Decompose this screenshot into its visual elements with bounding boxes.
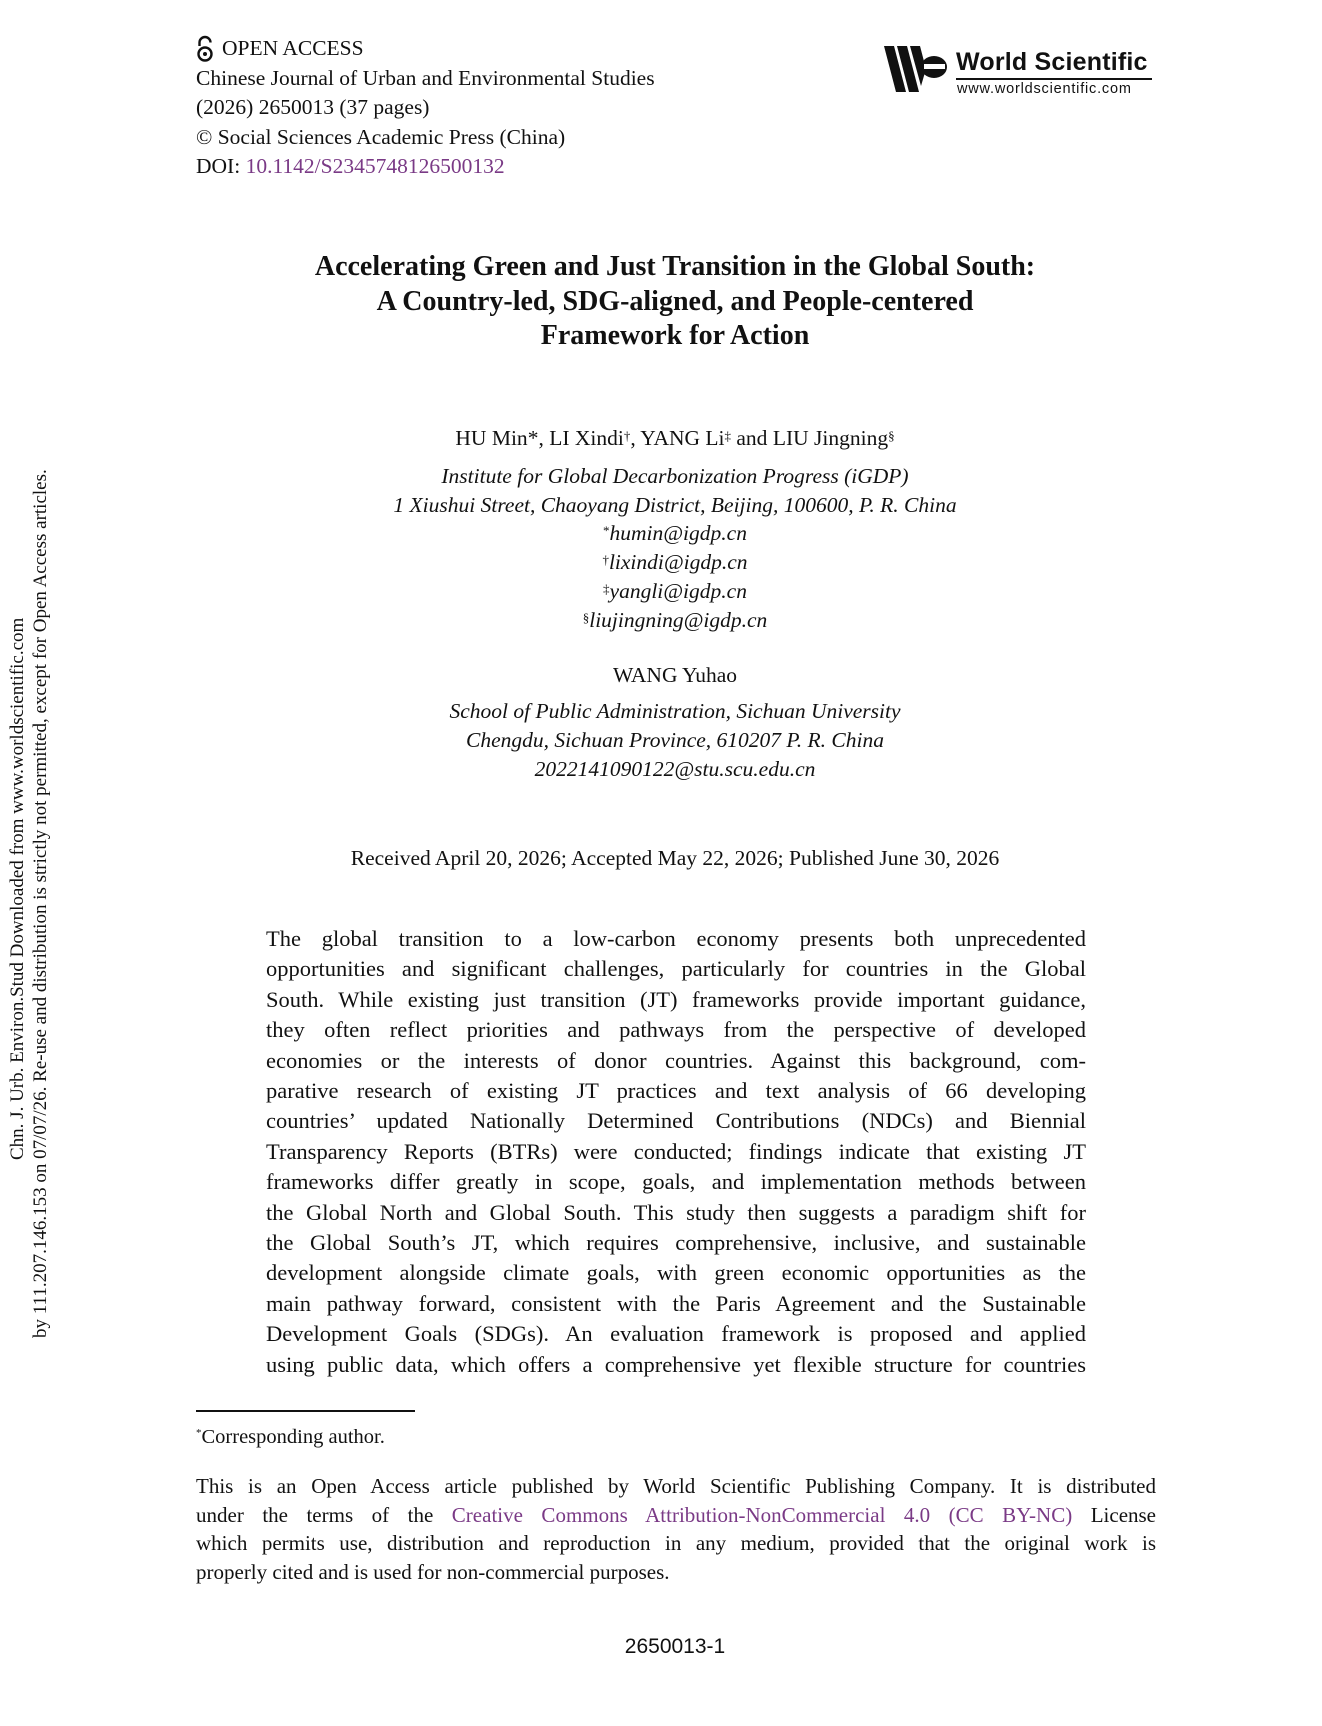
abstract-line: main pathway forward, consistent with the Paris Agreement and the Sustainable	[266, 1290, 1086, 1316]
publication-dates: Received April 20, 2026; Accepted May 22, 2026; Published June 30, 2026	[350, 846, 1000, 870]
copyright-line: © Social Sciences Academic Press (China)	[196, 124, 566, 149]
abstract-line: countries’ updated Nationally Determined Contributions (NDCs) and Biennial	[266, 1108, 1086, 1134]
footnote-text: Corresponding author.	[201, 1426, 385, 1448]
abstract-line: frameworks differ greatly in scope, goals, and implementation methods between	[266, 1169, 1086, 1195]
side-notice-line-2: by 111.207.146.153 on 07/07/26. Re-use and distribution is strictly not permitted, except for Open Access articles.	[30, 469, 51, 1338]
publisher-name: World Scientific	[956, 48, 1148, 76]
author-name: HU Min	[455, 426, 528, 450]
title-line-3: Framework for Action	[540, 320, 810, 351]
abstract-line: economies or the interests of donor countries. Against this background, com-	[266, 1047, 1086, 1073]
side-notice-line-1: Chn. J. Urb. Environ.Stud Downloaded from www.worldscientific.com	[7, 617, 28, 1160]
email-text: lixindi@igdp.cn	[608, 550, 748, 575]
footnote-mark: *	[196, 1427, 202, 1439]
email-mark: §	[582, 609, 590, 625]
logo-divider	[956, 78, 1152, 80]
author-email[interactable]	[240, 519, 1110, 548]
author-separator: ,	[630, 426, 641, 450]
author-mark: §	[888, 428, 895, 443]
author-mark: †	[623, 428, 631, 443]
publisher-logo[interactable]	[884, 42, 1154, 98]
license-line: This is an Open Access article published by World Scientific Publishing Company. It is distributed	[196, 1474, 1156, 1498]
title-line-2: A Country-led, SDG-aligned, and People-centered	[376, 285, 974, 317]
abstract-line: using public data, which offers a comprehensive yet flexible structure for countries	[266, 1351, 1086, 1377]
email-mark: †	[602, 552, 609, 568]
abstract	[266, 924, 1086, 1380]
abstract-line: Development Goals (SDGs). An evaluation framework is proposed and applied	[266, 1321, 1086, 1347]
license-line: which permits use, distribution and reproduction in any medium, provided that the original work is	[196, 1531, 1156, 1555]
license-link[interactable]: Creative Commons Attribution-NonCommercial 4.0 (CC BY-NC)	[451, 1502, 1073, 1527]
publisher-url: www.worldscientific.com	[957, 81, 1132, 97]
author-email[interactable]: 2022141090122@stu.scu.edu.cn	[534, 757, 816, 781]
affiliation-1	[240, 462, 1110, 634]
article-title	[240, 250, 1110, 354]
license-line	[196, 1501, 1156, 1530]
email-text: humin@igdp.cn	[609, 521, 747, 546]
author-email[interactable]	[240, 577, 1110, 606]
author-mark: *	[527, 426, 539, 450]
journal-volume: (2026) 2650013 (37 pages)	[196, 95, 430, 119]
affiliation-address: 1 Xiushui Street, Chaoyang District, Beijing, 100600, P. R. China	[393, 492, 957, 517]
license-text: License	[1072, 1502, 1157, 1527]
author-separator: ,	[538, 426, 550, 450]
author-name: YANG Li	[640, 426, 725, 450]
affiliation-institute: Institute for Global Decarbonization Progress (iGDP)	[441, 464, 909, 488]
world-scientific-logo-icon	[884, 42, 950, 96]
affiliation-address: Chengdu, Sichuan Province, 610207 P. R. China	[465, 728, 884, 752]
doi-link[interactable]: 10.1142/S2345748126500132	[245, 154, 505, 178]
side-download-notice	[0, 0, 56, 1726]
open-access-row	[196, 34, 655, 64]
footnote-divider	[196, 1410, 415, 1412]
author-mark: ‡	[724, 428, 732, 443]
affiliation-2	[240, 697, 1110, 784]
doi-line	[196, 152, 655, 182]
open-access-icon	[196, 35, 214, 63]
abstract-line: the Global North and Global South. This study then suggests a paradigm shift for	[266, 1199, 1086, 1225]
email-mark: ‡	[603, 580, 610, 596]
title-line-1: Accelerating Green and Just Transition in the Global South:	[314, 251, 1036, 282]
author-name: LIU Jingning	[772, 426, 889, 450]
abstract-line: they often reflect priorities and pathways from the perspective of developed	[266, 1017, 1086, 1043]
abstract-line: The global transition to a low-carbon economy presents both unprecedented	[266, 926, 1086, 951]
footnote	[196, 1424, 385, 1450]
abstract-line: opportunities and significant challenges, particularly for countries in the Global	[266, 956, 1086, 982]
author-email[interactable]	[240, 606, 1110, 635]
author-email[interactable]	[240, 548, 1110, 577]
second-author: WANG Yuhao	[612, 663, 737, 687]
author-list	[240, 424, 1110, 452]
affiliation-school: School of Public Administration, Sichuan University	[449, 699, 901, 723]
open-access-label: OPEN ACCESS	[222, 36, 364, 60]
doi-label: DOI:	[196, 154, 241, 178]
email-text: liujingning@igdp.cn	[589, 607, 768, 632]
license-text: under the terms of the	[196, 1502, 452, 1527]
abstract-line: Transparency Reports (BTRs) were conducted; findings indicate that existing JT	[266, 1138, 1086, 1164]
email-text: yangli@igdp.cn	[609, 578, 747, 603]
author-separator: and	[731, 426, 773, 450]
license-notice	[196, 1472, 1156, 1586]
abstract-line: the Global South’s JT, which requires comprehensive, inclusive, and sustainable	[266, 1230, 1086, 1256]
author-name: LI Xindi	[549, 426, 624, 450]
abstract-line: parative research of existing JT practices and text analysis of 66 developing	[266, 1078, 1086, 1104]
email-mark: *	[603, 523, 610, 539]
abstract-line: development alongside climate goals, with green economic opportunities as the	[266, 1260, 1086, 1286]
journal-name: Chinese Journal of Urban and Environmental Studies	[196, 65, 655, 90]
license-line: properly cited and is used for non-commercial purposes.	[196, 1559, 670, 1584]
abstract-line: South. While existing just transition (JT) frameworks provide important guidance,	[266, 986, 1086, 1012]
page-number: 2650013-1	[624, 1635, 726, 1658]
journal-header	[196, 34, 655, 182]
